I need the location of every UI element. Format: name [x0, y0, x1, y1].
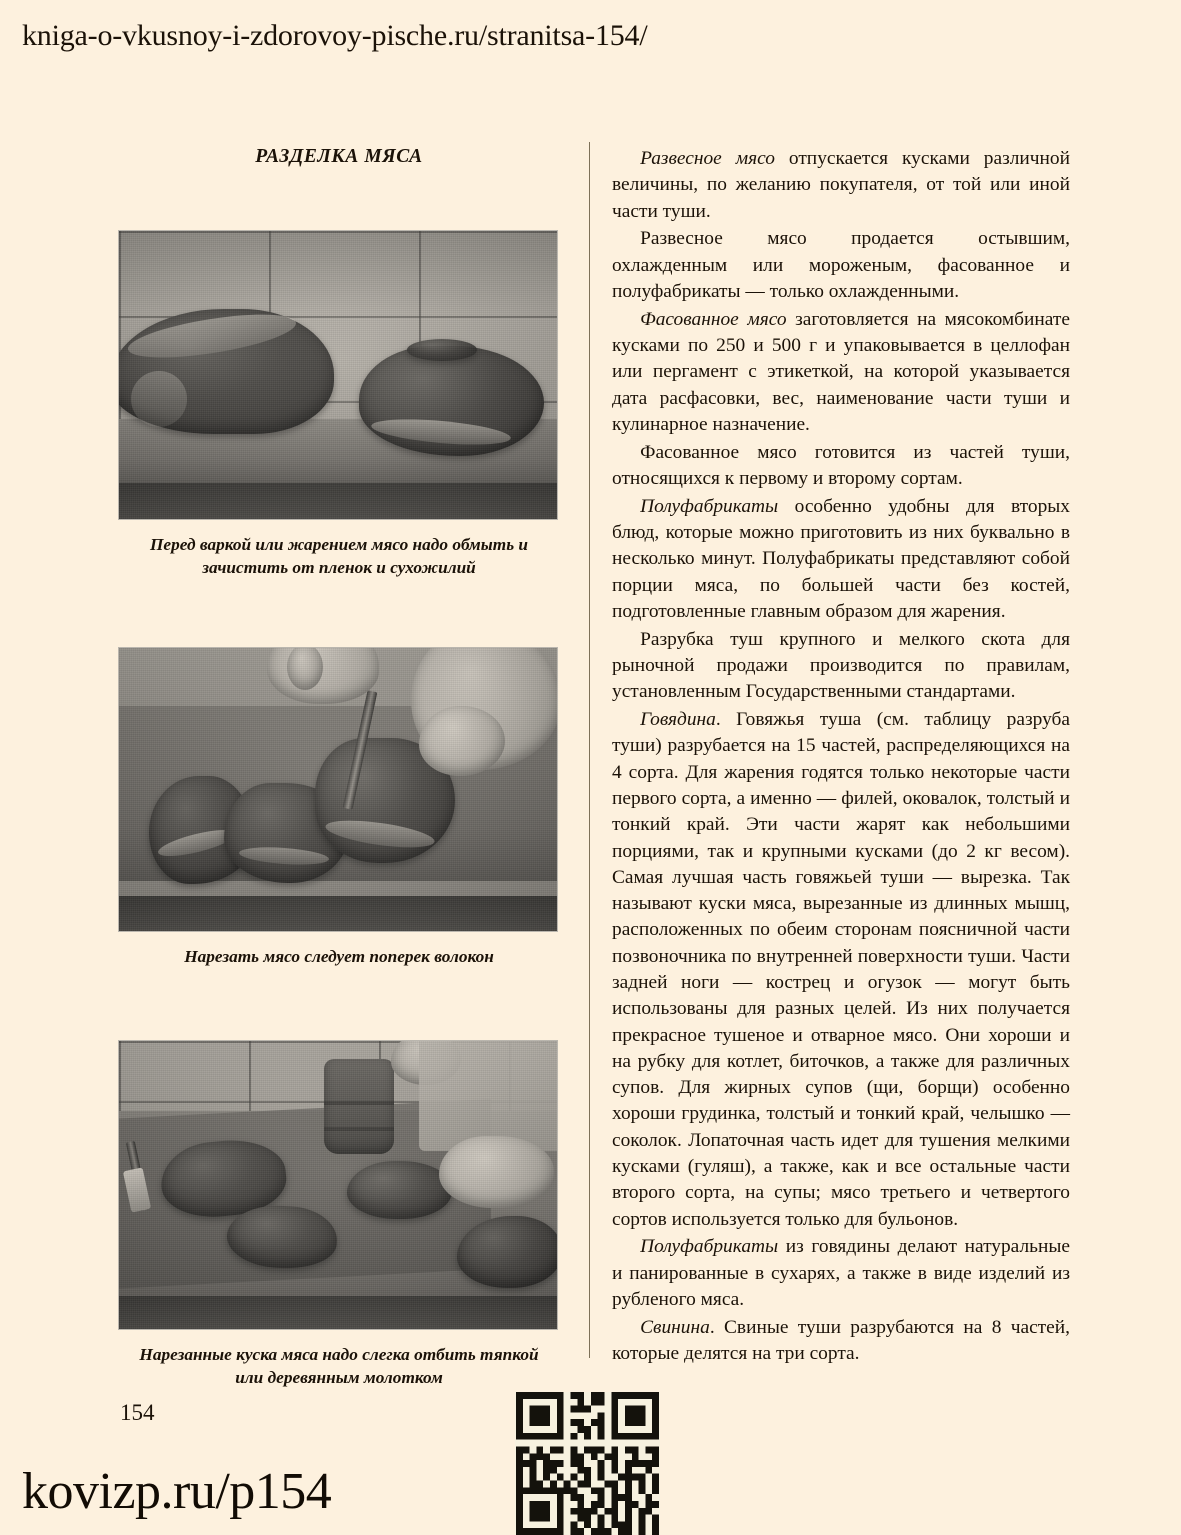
paragraph: [612, 707, 1070, 1233]
paragraph-body: . Свиные туши разрубаются на 8 частей, которые делятся на три сорта.: [612, 1316, 1070, 1365]
paragraph-body: Развесное мясо продается остывшим, охлажденным или мороженым, фасованное и полуфабрикаты — только охлажденными.: [612, 228, 1070, 302]
paragraph-body: заготовляется на мясокомбинате кусками по 250 и 500 г и упаковывается в целлофан или пергамент с этикеткой, на которой указывается дата расфасовки, вес, наименование части туши и кулинарное назначение.: [612, 308, 1070, 435]
paragraph-body: отпускается кусками различной величины, по желанию покупателя, от той или иной части туши.: [612, 148, 1071, 222]
photo-meat-cuts-on-table: [118, 230, 558, 520]
paragraph: [612, 1234, 1070, 1313]
paragraph-lead: Развесное мясо: [640, 148, 775, 169]
figure-1-caption: Перед варкой или жарением мясо надо обмыть и зачистить от пленок и сухожилий: [149, 535, 529, 577]
paragraph-lead: Полуфабрикаты: [640, 1236, 779, 1258]
paragraph-body: из говядины делают натуральные и панированные в сухарях, а также в виде изделий из рубленого мяса.: [612, 1236, 1070, 1310]
paragraph: [612, 627, 1070, 706]
figure-3: [118, 1040, 560, 1390]
right-column-text: [612, 146, 1070, 1369]
paragraph-lead: Фасованное мясо: [640, 308, 787, 330]
photo-tenderizing-meat-with-mallet: [118, 1040, 558, 1330]
section-title: РАЗДЕЛКА МЯСА: [255, 146, 423, 167]
paragraph: [612, 440, 1070, 493]
paragraph-lead: Говядина: [640, 709, 716, 731]
qr-code: [515, 1392, 660, 1535]
paragraph-lead: Свинина: [640, 1316, 710, 1338]
paragraph-body: Фасованное мясо готовится из частей туши, относящихся к первому и второму сортам.: [612, 441, 1070, 490]
paragraph-body: . Говяжья туша (см. таблицу разруба туши) разрубается на 15 частей, распределяющихся на 4 сорта. Для жарения годятся только некоторые части первого сорта, а именно — филей, оковалок, толстый и тонкий край. Эти части жарят как небольшими порциями, так и крупными кусками (до 2 кг весом). Самая лучшая часть говяжьей туши — вырезка. Так называют куски мяса, вырезанные из длинных мышц, расположенных по обеим сторонам поясничной части позвоночника по внутренней поверхности туши. Части задней ноги — кострец и огузок — могут быть использованы для разных целей. Из них получается прекрасное тушеное и отварное мясо. Они хороши и на рубку для котлет, биточков, а также для различных супов. Для жирных супов (щи, борщи) особенно хороши грудинка, толстый и тонкий край, челышко — соколок. Лопаточная часть идет для тушения мелкими кусками (гуляш), а также, как и все остальные части второго сорта, на супы; мясо третьего и четвертого сортов используется только для бульонов.: [612, 709, 1070, 1230]
figure-3-caption: Нарезанные куска мяса надо слегка отбить тяпкой или деревянным молотком: [139, 1345, 539, 1388]
paragraph: [612, 226, 1070, 305]
column-divider: [589, 142, 590, 1358]
left-column: [118, 140, 560, 1390]
page-url-header: kniga-o-vkusnoy-i-zdorovoy-pische.ru/stranitsa-154/: [22, 19, 648, 52]
photo-slicing-meat-across-fibers: [118, 647, 558, 932]
paragraph-lead: Полуфабрикаты: [640, 495, 779, 517]
paragraph: [612, 146, 1070, 225]
paragraph: [612, 494, 1070, 625]
figure-1: [118, 230, 560, 580]
paragraph-body: особенно удобны для вторых блюд, которые можно приготовить из них буквально в несколько минут. Полуфабрикаты представляют собой порции мяса, по большей части без костей, подготовленные главным образом для жарения.: [612, 495, 1070, 622]
page-number: 154: [120, 1400, 155, 1425]
paragraph: [612, 1315, 1070, 1368]
figure-2: [118, 647, 560, 969]
site-footer-url: kovizp.ru/p154: [22, 1463, 332, 1520]
paragraph: [612, 307, 1070, 438]
figure-2-caption: Нарезать мясо следует поперек волокон: [184, 946, 494, 966]
paragraph-body: Разрубка туш крупного и мелкого скота для рыночной продажи производится по правилам, установленным Государственными стандартами.: [612, 628, 1070, 703]
